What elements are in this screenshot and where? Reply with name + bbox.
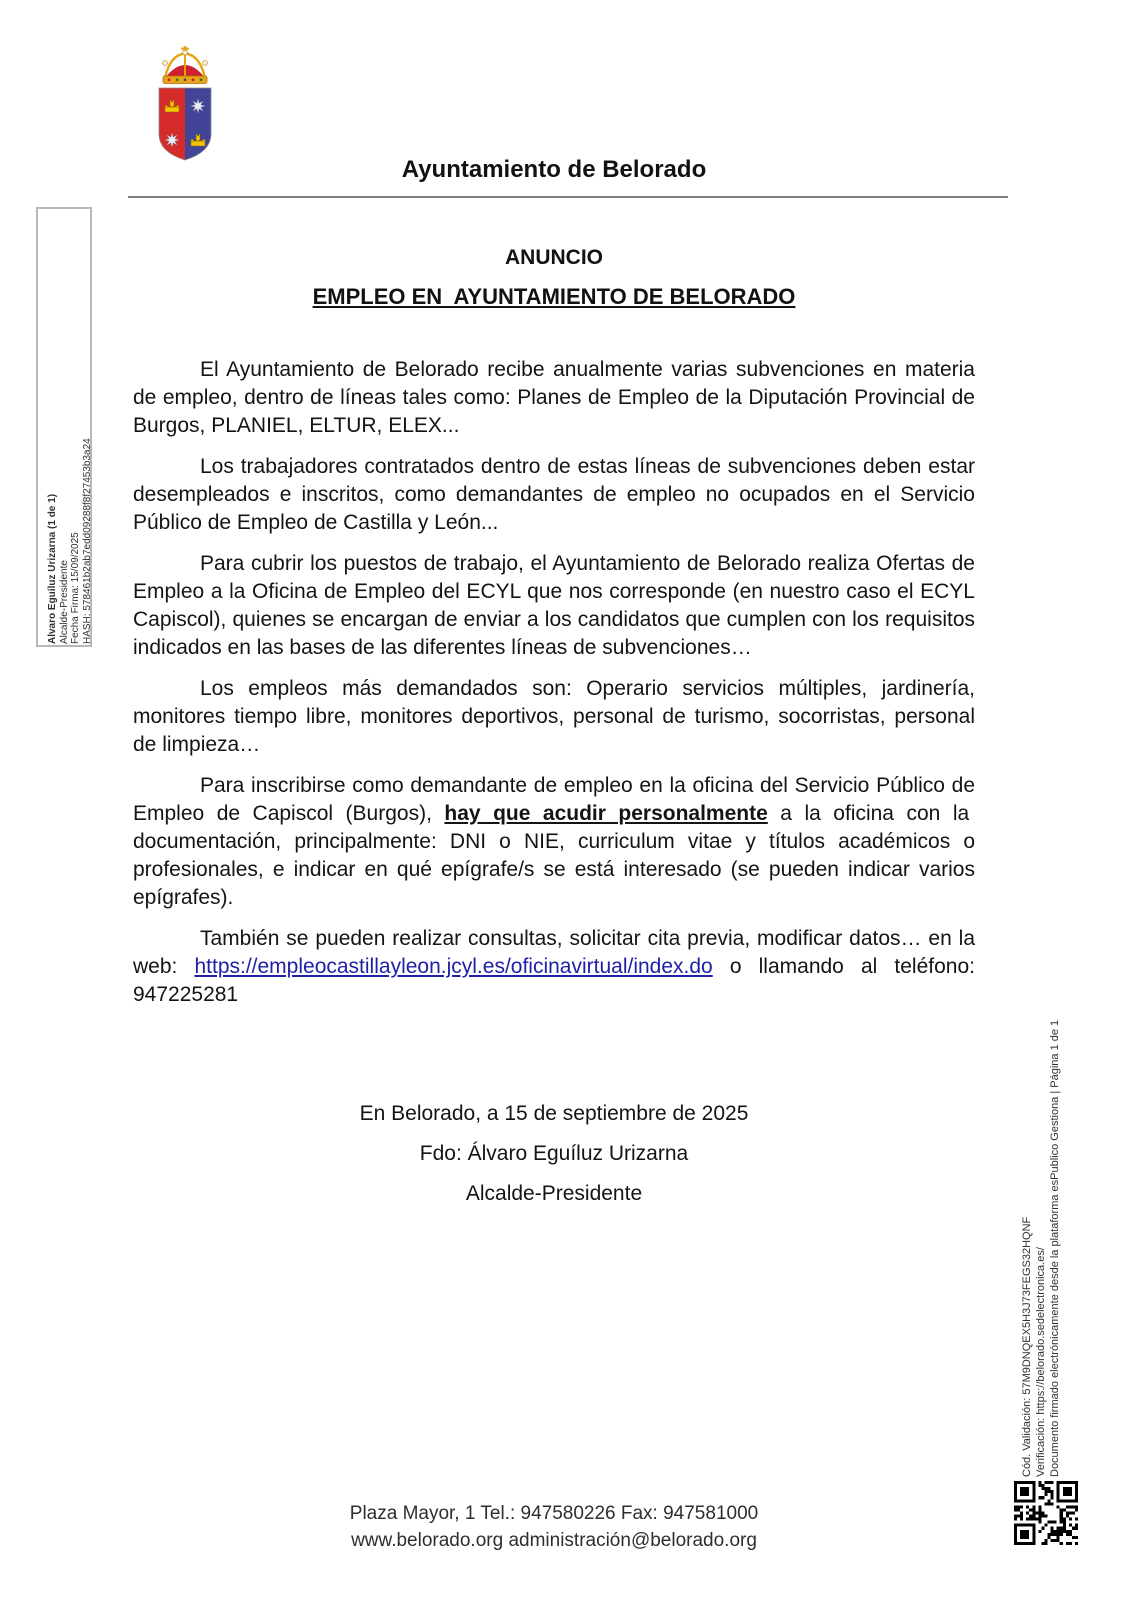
page-title: Ayuntamiento de Belorado xyxy=(401,156,707,183)
stamp-sign-date: Fecha Firma: 15/09/2025 xyxy=(70,532,81,644)
employment-office-link[interactable]: https://empleocastillayleon.jcyl.es/oficinavirtual/index.do xyxy=(194,955,713,978)
platform-note: Documento firmado electrónicamente desde la plataforma esPublico Gestiona | Página 1 de 1 xyxy=(1049,1019,1061,1477)
document-body xyxy=(133,228,975,1022)
stamp-signer-name: Alvaro Eguíluz Urizarna (1 de 1) xyxy=(47,493,58,644)
paragraph-5-emphasis: hay que acudir personalmente xyxy=(444,802,768,825)
heading-anuncio: ANUNCIO xyxy=(505,246,603,269)
footer-web-email: www.belorado.org administración@belorado.org xyxy=(351,1530,757,1551)
stamp-hash: HASH: 578461b2ab7edd09288f8f27453b3a24 xyxy=(81,438,93,644)
signature-signer: Fdo: Álvaro Eguíluz Urizarna xyxy=(419,1142,689,1165)
header-divider xyxy=(128,196,1008,198)
signature-stamp-text xyxy=(47,338,93,644)
paragraph-2: Los trabajadores contratados dentro de estas líneas de subvenciones deben estar desempleados e inscritos, como demandantes de empleo no ocupados en el Servicio Público de Empleo de Castilla y León... xyxy=(133,455,975,534)
paragraph-4: Los empleos más demandados son: Operario servicios múltiples, jardinería, monitores tiempo libre, monitores deportivos, personal de turismo, socorristas, personal de limpieza… xyxy=(133,677,975,756)
paragraph-6-text-cont: o llamando al teléfono: 947225281 xyxy=(133,955,975,1006)
signature-block xyxy=(133,1100,975,1220)
paragraph-6-text: También se pueden realizar consultas, solicitar cita previa, modificar datos… en la web: xyxy=(133,927,975,978)
signature-role: Alcalde-Presidente xyxy=(465,1182,643,1205)
paragraph-5-text-cont: a la oficina con la documentación, principalmente: DNI o NIE, curriculum vitae y títulos académicos o profesionales, e indicar en qué epígrafe/s se está interesado (se pueden indicar varios epígrafes). xyxy=(133,802,975,909)
verification-url: Verificación: https://belorado.sedelectronica.es/ xyxy=(1035,1247,1047,1477)
document-footer xyxy=(133,1500,975,1554)
signature-place-date: En Belorado, a 15 de septiembre de 2025 xyxy=(359,1102,749,1125)
paragraph-1: El Ayuntamiento de Belorado recibe anualmente varias subvenciones en materia de empleo, dentro de líneas tales como: Planes de Empleo de la Diputación Provincial de Burgos, PLANIEL, ELTUR, ELEX... xyxy=(133,358,975,437)
footer-address-phone: Plaza Mayor, 1 Tel.: 947580226 Fax: 947581000 xyxy=(349,1503,759,1524)
stamp-signer-role: Alcalde-Presidente xyxy=(58,560,70,644)
paragraph-5 xyxy=(133,772,975,912)
validation-code: Cód. Validación: 57M9DNQEX5H3J73FEGS32HQNF xyxy=(1021,1216,1033,1477)
paragraph-3: Para cubrir los puestos de trabajo, el Ayuntamiento de Belorado realiza Ofertas de Empleo a la Oficina de Empleo del ECYL que nos corresponde (en nuestro caso el ECYL Capiscol), quienes se encargan de enviar a los candidatos que cumplen con los requisitos indicados en las bases de las diferentes líneas de subvenciones… xyxy=(133,552,975,659)
heading-subject: EMPLEO EN AYUNTAMIENTO DE BELORADO xyxy=(312,284,796,309)
qr-code-icon xyxy=(1014,1481,1078,1545)
validation-strip xyxy=(1020,961,1064,1477)
paragraph-6 xyxy=(133,925,975,1009)
paragraph-5-text: Para inscribirse como demandante de empleo en la oficina del Servicio Público de Empleo de Capiscol (Burgos), xyxy=(133,774,975,825)
coat-of-arms-icon xyxy=(154,46,216,162)
